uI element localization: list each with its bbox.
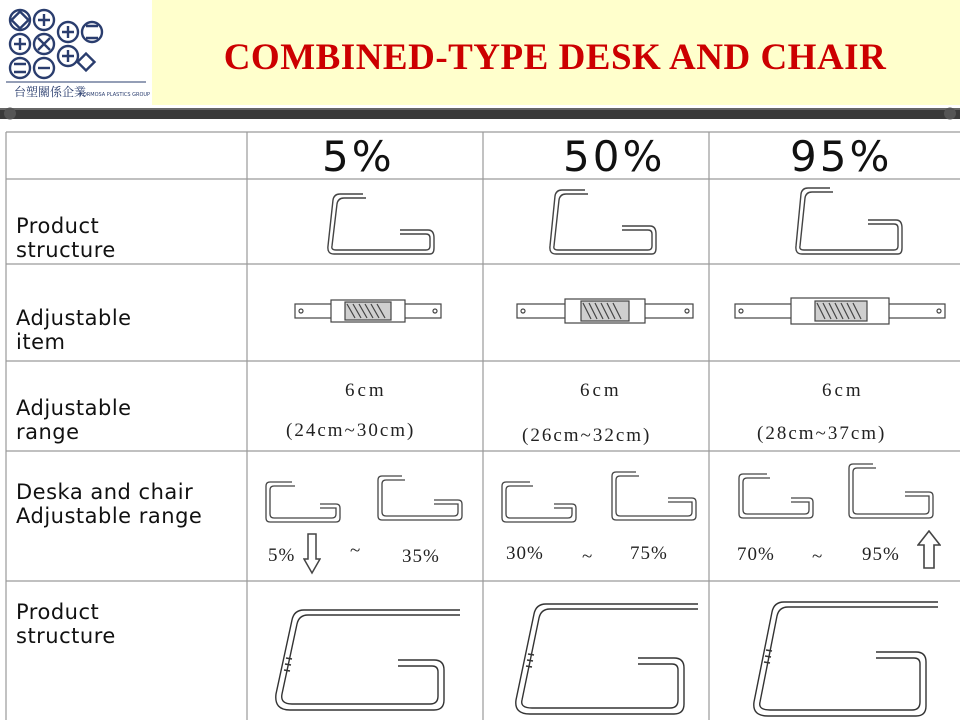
range-value-50pct: 6cm [580, 380, 622, 401]
column-header-95pct: 95% [790, 132, 893, 181]
row-label-product-structure: Product structure [16, 214, 116, 262]
desk-chair-from-95pct: 70% [737, 544, 775, 565]
desk-chair-sketch-95pct [733, 462, 945, 528]
desk-chair-to-5pct: 35% [402, 546, 440, 567]
desk-chair-to-95pct: 95% [862, 544, 900, 565]
row-label-adjustable-range: Adjustable range [16, 396, 132, 444]
adjustable-item-sketch-95pct [733, 296, 947, 328]
product-structure-sketch-95pct [788, 186, 908, 260]
header-divider [0, 104, 960, 124]
desk-chair-from-50pct: 30% [506, 543, 544, 564]
desk-chair-sketch-50pct [496, 468, 706, 530]
down-arrow-icon [303, 533, 321, 575]
column-header-50pct: 50% [563, 132, 666, 181]
product-structure-sketch-5pct [318, 188, 438, 260]
product-detail-drawing-50pct [506, 598, 706, 720]
desk-chair-sep-50pct: ~ [582, 546, 594, 567]
page-title: COMBINED-TYPE DESK AND CHAIR [223, 37, 887, 78]
desk-chair-from-5pct: 5% [268, 545, 296, 566]
row-label-product-structure-detail: Product structure [16, 600, 116, 648]
desk-chair-sep-5pct: ~ [350, 540, 362, 561]
column-header-5pct: 5% [322, 132, 395, 181]
up-arrow-icon [917, 530, 941, 570]
adjustable-item-sketch-50pct [515, 297, 695, 327]
range-span-50pct: (26cm~32cm) [522, 425, 652, 446]
product-structure-sketch-50pct [540, 188, 660, 260]
logo-text: 台塑關係企業 [14, 85, 87, 99]
range-span-5pct: (24cm~30cm) [286, 420, 416, 441]
range-value-95pct: 6cm [822, 380, 864, 401]
range-span-95pct: (28cm~37cm) [757, 423, 887, 444]
row-label-desk-chair-range: Deska and chair Adjustable range [16, 480, 203, 528]
desk-chair-sketch-5pct [262, 474, 472, 530]
product-detail-drawing-95pct [740, 598, 946, 720]
logo-subtext: FORMOSA PLASTICS GROUP [80, 92, 151, 98]
company-logo [0, 0, 152, 105]
desk-chair-sep-95pct: ~ [812, 546, 824, 567]
desk-chair-to-50pct: 75% [630, 543, 668, 564]
logo-mark-icon [0, 0, 152, 105]
adjustable-item-sketch-5pct [293, 298, 443, 326]
range-value-5pct: 6cm [345, 380, 387, 401]
product-detail-drawing-5pct [268, 598, 468, 720]
row-label-adjustable-item: Adjustable item [16, 306, 132, 354]
